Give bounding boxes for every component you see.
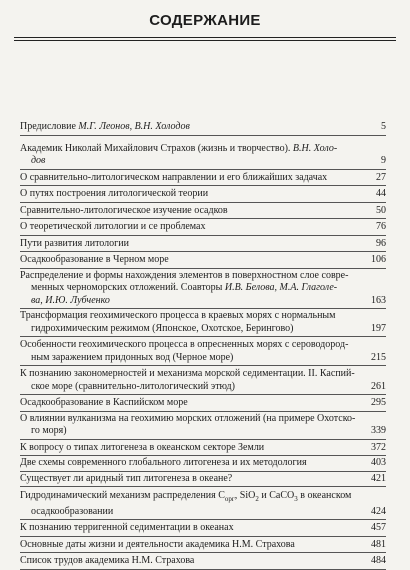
toc-entry[interactable] <box>20 188 386 201</box>
toc-entry[interactable] <box>20 310 386 335</box>
page-number: 424 <box>371 505 386 517</box>
entry-underline <box>20 308 386 309</box>
toc-entry[interactable] <box>20 172 386 185</box>
entry-text: в океанском <box>297 490 352 501</box>
toc-entry-title <box>20 413 386 438</box>
entry-authors: М.Г. Леонов, В.Н. Холодов <box>78 121 190 132</box>
entry-text: К вопросу о типах литогенеза в океанском секторе Земли <box>20 441 265 453</box>
toc-entry[interactable] <box>20 368 386 393</box>
entry-underline <box>20 365 386 366</box>
page-number: 372 <box>371 441 386 453</box>
page-number: 457 <box>371 522 386 533</box>
table-of-contents <box>20 118 386 568</box>
toc-entry[interactable] <box>20 221 386 234</box>
toc-entry-title <box>20 397 386 410</box>
toc-entry-title <box>20 339 386 364</box>
entry-text: О теоретической литологии и се проблемах <box>20 221 206 232</box>
toc-entry[interactable] <box>20 254 386 267</box>
toc-entry-title <box>20 490 386 518</box>
entry-underline <box>20 135 386 136</box>
entry-text: Осадкообразование в Черном море <box>20 254 169 265</box>
title-rule-top <box>14 37 396 38</box>
toc-entry-title <box>20 457 386 470</box>
page-number: 5 <box>381 121 386 132</box>
entry-underline <box>20 569 386 570</box>
toc-entry[interactable] <box>20 490 386 518</box>
entry-text: Список трудов академика Н.М. Страхова <box>20 555 195 566</box>
entry-underline <box>20 471 386 472</box>
toc-entry[interactable] <box>20 205 386 218</box>
page-number: 27 <box>376 171 386 183</box>
toc-entry[interactable] <box>20 442 386 455</box>
toc-entry-title <box>20 188 386 201</box>
entry-text-continuation: ным заражением придонных вод (Черное море) <box>31 351 234 363</box>
toc-entry-title <box>20 270 386 308</box>
subscript: 3 <box>294 495 298 503</box>
toc-entry[interactable] <box>20 413 386 438</box>
page-number: 44 <box>376 188 386 199</box>
toc-entry-title <box>20 143 386 168</box>
entry-underline <box>20 336 386 337</box>
entry-underline <box>20 439 386 440</box>
entry-underline <box>20 235 386 236</box>
entry-underline <box>20 202 386 203</box>
toc-entry[interactable] <box>20 121 386 134</box>
page-number: 215 <box>371 351 386 363</box>
page-number: 76 <box>376 221 386 232</box>
entry-text-continuation: осадкообразовании <box>31 505 114 517</box>
toc-entry[interactable] <box>20 522 386 535</box>
toc-entry[interactable] <box>20 143 386 168</box>
entry-underline <box>20 268 386 269</box>
entry-text: Предисловие <box>20 121 76 132</box>
entry-text: Сравнительно-литологическое изучение осадков <box>20 204 228 216</box>
entry-underline <box>20 251 386 252</box>
entry-text: Две схемы современного глобального литогенеза и их методология <box>20 457 307 468</box>
entry-underline <box>20 185 386 186</box>
entry-authors-continuation: ва, И.Ю. Лубченко <box>31 294 110 306</box>
toc-entry-title <box>20 221 386 234</box>
toc-entry-title <box>20 522 386 535</box>
toc-entry-title <box>20 205 386 218</box>
entry-authors: В.Н. Холо- <box>292 142 338 154</box>
page-number: 106 <box>371 254 386 265</box>
entry-text: О путях построения литологической теории <box>20 188 209 199</box>
page-number: 403 <box>371 457 386 468</box>
toc-entry[interactable] <box>20 339 386 364</box>
toc-entry-title <box>20 473 386 486</box>
entry-text-continuation: ское море (сравнительно-литологический этюд) <box>31 380 235 392</box>
entry-underline <box>20 552 386 553</box>
entry-text: и CaCO <box>258 490 295 501</box>
page-number: 421 <box>371 472 386 484</box>
entry-text-continuation: гидрохимическим режимом (Японское, Охотское, Берингово) <box>31 322 294 334</box>
entry-underline <box>20 169 386 170</box>
toc-entry-title <box>20 310 386 335</box>
page-number: 50 <box>376 204 386 216</box>
toc-entry[interactable] <box>20 397 386 410</box>
toc-entry-title <box>20 442 386 455</box>
toc-entry-title <box>20 238 386 251</box>
toc-entry[interactable] <box>20 473 386 486</box>
entry-authors-continuation: дов <box>31 155 46 166</box>
page-number: 481 <box>371 538 386 550</box>
title-rule-bottom <box>14 40 396 41</box>
toc-entry-title <box>20 555 386 568</box>
entry-underline <box>20 536 386 537</box>
entry-text: Осадкообразование в Каспийском море <box>20 397 188 408</box>
page-number: 295 <box>371 397 386 408</box>
page-number: 484 <box>371 555 386 566</box>
entry-underline <box>20 455 386 456</box>
toc-entry-title <box>20 368 386 393</box>
page-number: 163 <box>371 294 386 306</box>
entry-underline <box>20 411 386 412</box>
entry-text: Гидродинамический механизм распределения C <box>20 490 225 501</box>
entry-authors: И.В. Белова, М.А. Глаголе- <box>224 282 338 293</box>
page-number: 261 <box>371 380 386 392</box>
page-number: 197 <box>371 322 386 334</box>
entry-text: К познанию закономерностей и механизма морской седиментации. II. Каспий- <box>20 368 355 379</box>
toc-entry[interactable] <box>20 555 386 568</box>
subscript: орг <box>224 495 235 503</box>
entry-underline <box>20 519 386 520</box>
entry-text: О сравнительно-литологическом направлении и его ближайших задачах <box>20 171 328 183</box>
entry-text: Пути развития литологии <box>20 237 129 249</box>
page-number: 9 <box>381 155 386 166</box>
entry-text: О влиянии вулканизма на геохимию морских отложений (на примере Охотско- <box>20 412 356 424</box>
toc-entry-title <box>20 539 386 552</box>
toc-entry[interactable] <box>20 238 386 251</box>
toc-entry-title <box>20 121 386 134</box>
entry-text: , SiO <box>234 490 256 501</box>
entry-text-continuation: го моря) <box>31 425 67 436</box>
toc-entry-title <box>20 172 386 185</box>
toc-entry-title <box>20 254 386 267</box>
page-number: 96 <box>376 237 386 249</box>
entry-text: Основные даты жизни и деятельности академика Н.М. Страхова <box>20 538 295 550</box>
entry-underline <box>20 486 386 487</box>
entry-text: К познанию терригенной седиментации в океанах <box>20 522 234 533</box>
page-number: 339 <box>371 425 386 436</box>
toc-entry[interactable] <box>20 539 386 552</box>
entry-text: Особенности геохимического процесса в опресненных морях с сероводород- <box>20 339 349 350</box>
entry-underline <box>20 394 386 395</box>
subscript: 2 <box>255 495 259 503</box>
toc-entry[interactable] <box>20 457 386 470</box>
entry-text: Трансформация геохимического процесса в краевых морях с нормальным <box>20 310 336 321</box>
entry-text: Существует ли аридный тип литогенеза в океане? <box>20 472 233 484</box>
page-title: СОДЕРЖАНИЕ <box>149 12 261 29</box>
toc-entry[interactable] <box>20 270 386 308</box>
entry-text: Распределение и формы нахождения элементов в поверхностном слое совре- <box>20 269 349 281</box>
entry-text: Академик Николай Михайлович Страхов (жизнь и творчество). <box>20 142 291 154</box>
entry-text-continuation: менных черноморских отложений. Соавторы <box>31 282 223 293</box>
entry-underline <box>20 218 386 219</box>
